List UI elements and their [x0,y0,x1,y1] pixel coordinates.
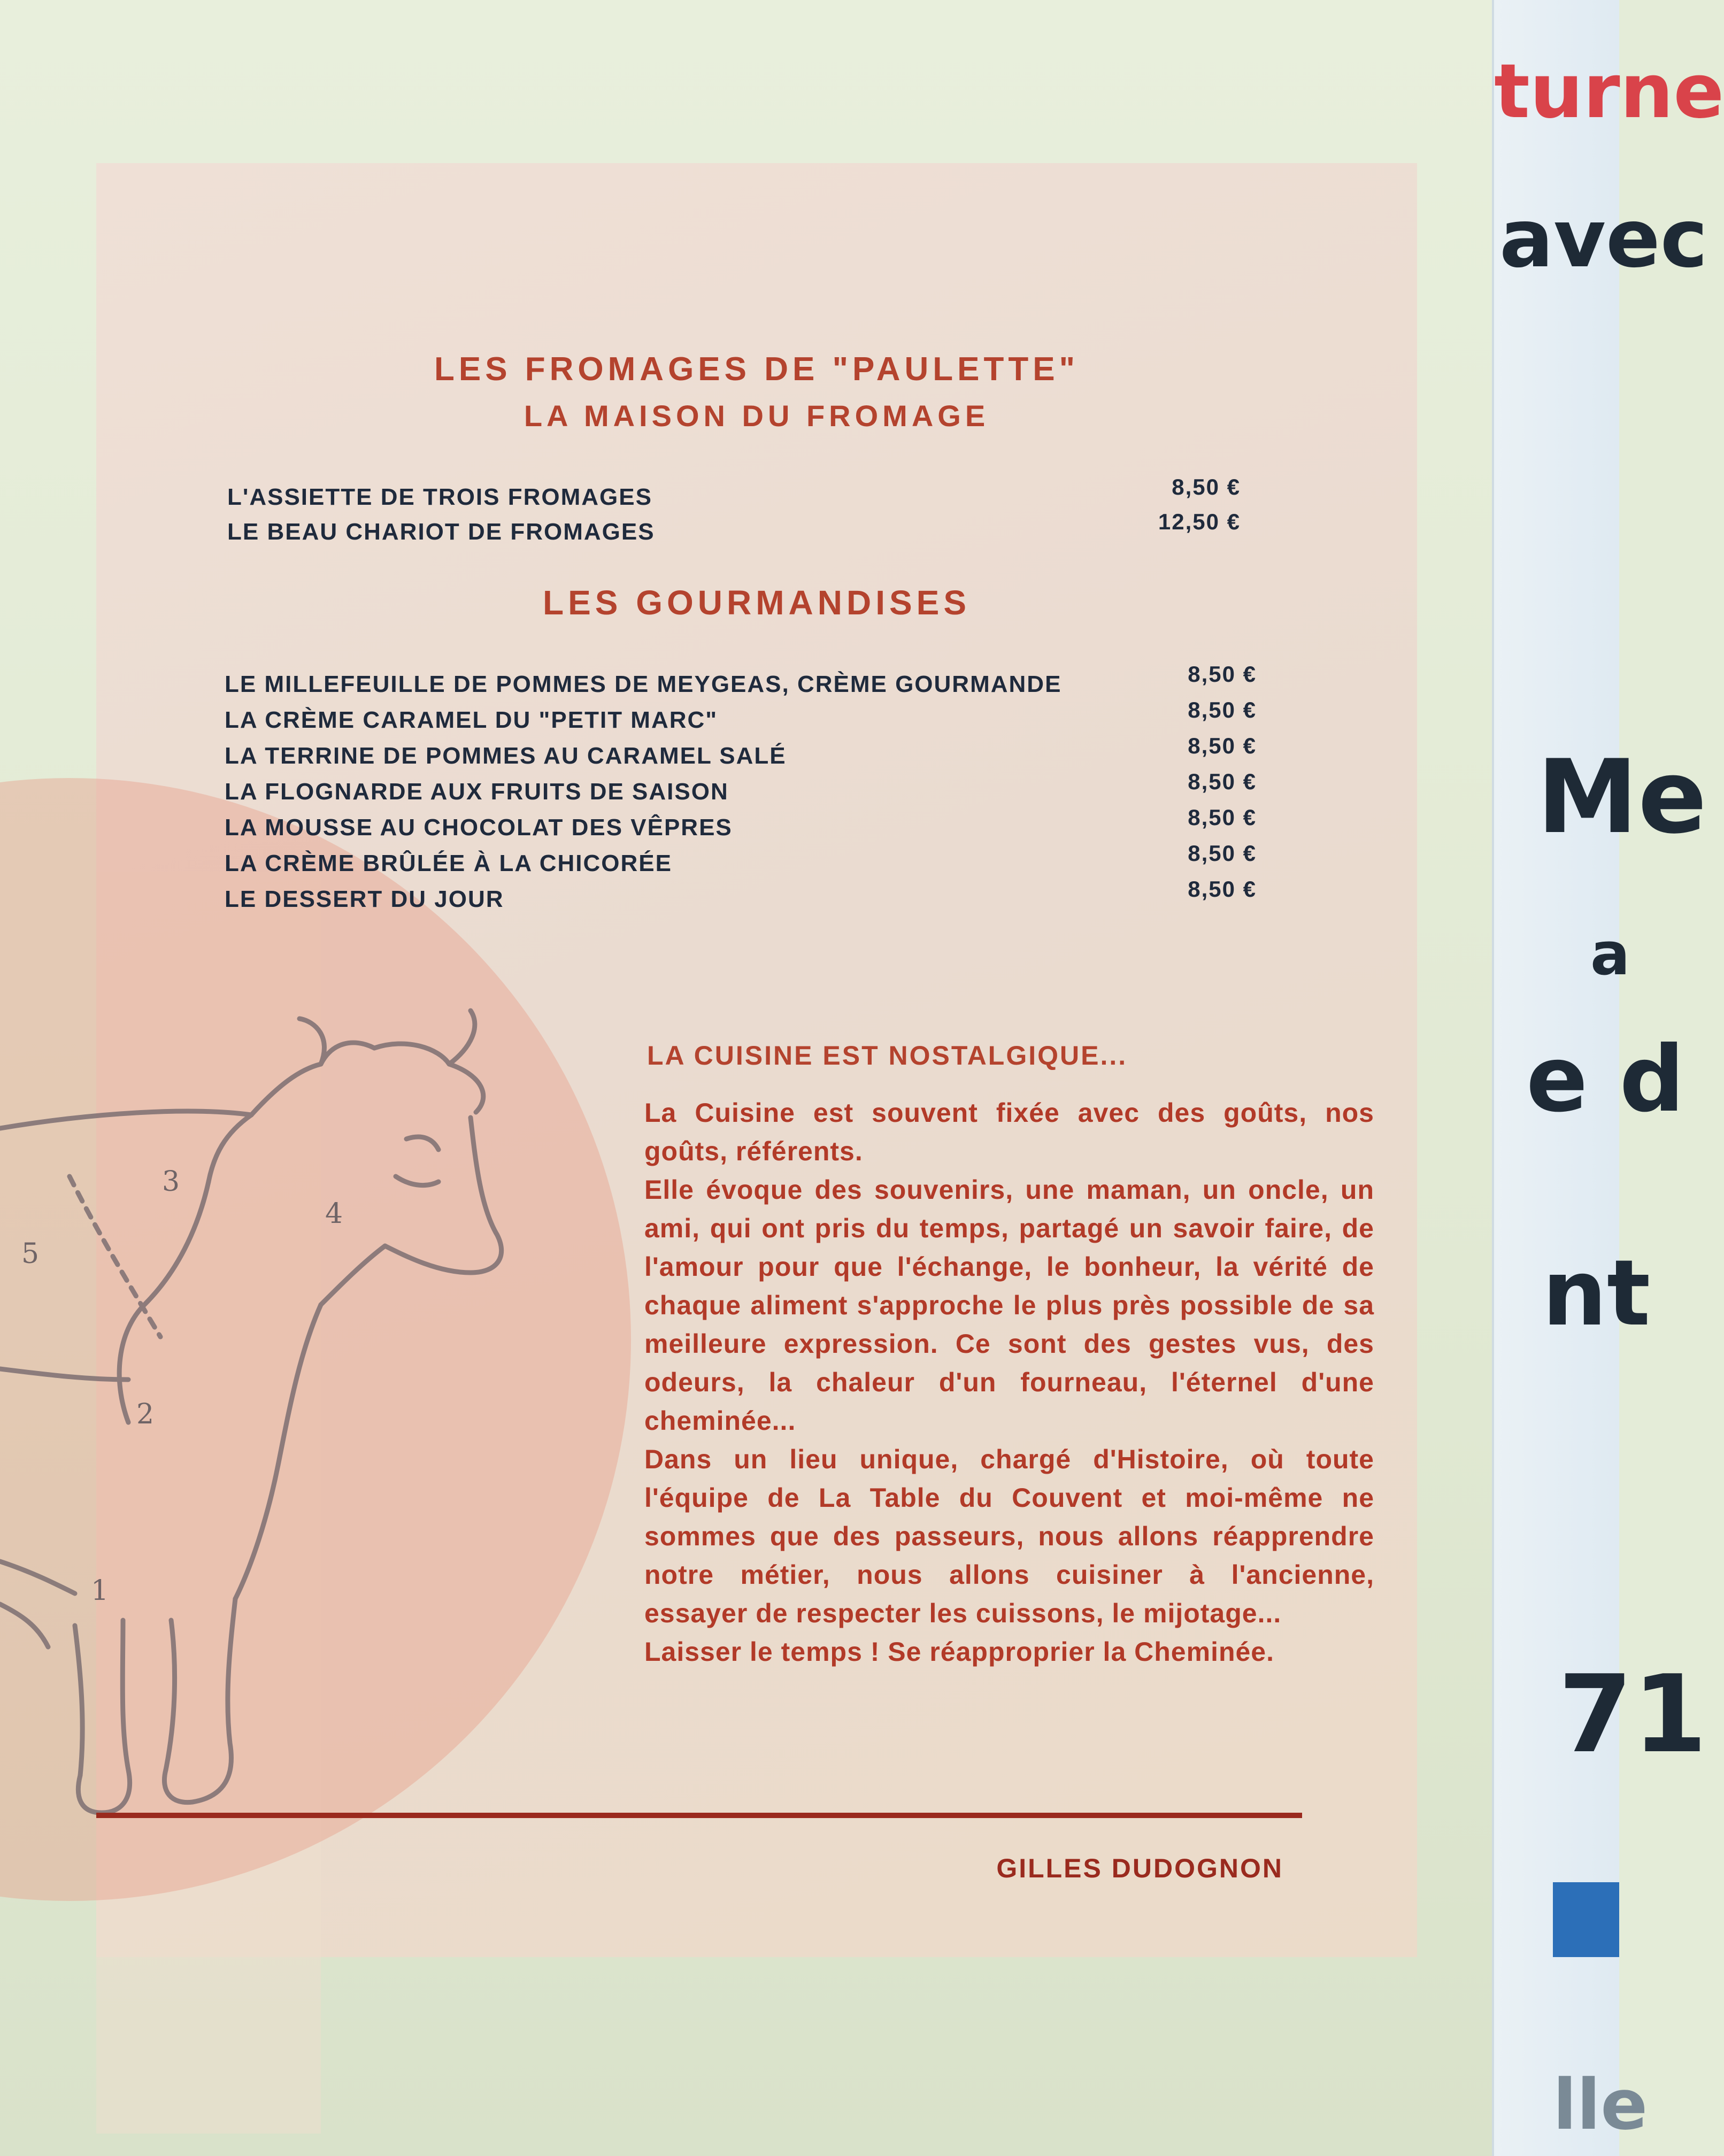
menu-item-label: LA MOUSSE AU CHOCOLAT DES VÊPRES [225,814,733,841]
menu-item [227,509,1241,553]
background-flyer [1492,0,1724,2156]
menu-item-label: LE DESSERT DU JOUR [225,886,504,912]
menu-card [21,163,1417,1957]
menu-item [225,769,1257,813]
cheese-section-subtitle: LA MAISON DU FROMAGE [524,399,990,433]
menu-item-price: 8,50 € [1188,697,1257,722]
flyer-fragment: avec [1499,192,1708,286]
flyer-fragment: a [1590,920,1630,988]
essay-title: LA CUISINE EST NOSTALGIQUE... [647,1041,1128,1071]
cow-cut-number: 2 [136,1398,155,1430]
essay-paragraph: La Cuisine est souvent fixée avec des goûts, nos goûts, référents. [644,1098,1374,1166]
flyer-blue-band [1553,1882,1619,1957]
menu-item-price: 8,50 € [1188,733,1257,758]
flyer-fragment: nt [1542,1241,1651,1346]
menu-item-price: 8,50 € [1188,661,1257,687]
menu-item-label: LE BEAU CHARIOT DE FROMAGES [227,519,655,545]
menu-item [225,661,1257,705]
essay-paragraph: Elle évoque des souvenirs, une maman, un oncle, un ami, qui ont pris du temps, partagé un savoir faire, de l'amour pour que l'échange, le bonheur, la vérité de chaque aliment s'approche le plus près possible de sa meilleure expression. Ce sont des gestes vus, des odeurs, la chaleur d'un fourneau, l'éternel d'une cheminée... [644,1175,1374,1436]
cow-butcher-illustration [0,1005,631,1855]
menu-item-label: LA TERRINE DE POMMES AU CARAMEL SALÉ [225,743,787,769]
cow-cut-number: 5 [21,1238,40,1270]
menu-item [225,876,1257,920]
menu-item-price: 8,50 € [1188,841,1257,866]
flyer-fragment: 71 [1558,1652,1707,1777]
menu-item [225,697,1257,741]
cheese-section-title: LES FROMAGES DE "PAULETTE" [434,351,1080,388]
cow-cut-number: 4 [325,1198,343,1230]
flyer-fragment: e d [1526,1027,1685,1133]
menu-item-price: 12,50 € [1158,509,1241,534]
menu-item-label: LA CRÈME BRÛLÉE À LA CHICORÉE [225,850,672,876]
essay-body [644,1094,1374,1671]
menu-item [225,805,1257,849]
menu-item [227,474,1241,518]
menu-item [225,733,1257,777]
menu-item-price: 8,50 € [1172,474,1241,499]
cow-cut-number: 1 [91,1575,109,1607]
menu-item-label: LA FLOGNARDE AUX FRUITS DE SAISON [225,779,729,805]
flyer-fragment: lle [1553,2064,1648,2145]
divider-rule [96,1813,1302,1818]
menu-item-price: 8,50 € [1188,876,1257,902]
essay-paragraph: Laisser le temps ! Se réapproprier la Cheminée. [644,1637,1275,1667]
flyer-fragment: turne [1494,48,1724,135]
menu-item-label: LA CRÈME CARAMEL DU "PETIT MARC" [225,707,718,733]
flyer-fragment: Me [1537,738,1707,856]
desserts-section-title: LES GOURMANDISES [542,583,971,622]
menu-item [225,841,1257,884]
signature: GILLES DUDOGNON [996,1853,1283,1883]
menu-item-price: 8,50 € [1188,769,1257,794]
menu-item-label: L'ASSIETTE DE TROIS FROMAGES [227,484,652,510]
menu-item-label: LE MILLEFEUILLE DE POMMES DE MEYGEAS, CRÈME GOURMANDE [225,671,1062,697]
cow-cut-number: 3 [162,1166,180,1198]
essay-paragraph: Dans un lieu unique, chargé d'Histoire, où toute l'équipe de La Table du Couvent et moi-même ne sommes que des passeurs, nous allons réapprendre notre métier, nous allons cuisiner à l'ancienne, essayer de respecter les cuissons, le mijotage... [644,1444,1374,1628]
menu-item-price: 8,50 € [1188,805,1257,830]
